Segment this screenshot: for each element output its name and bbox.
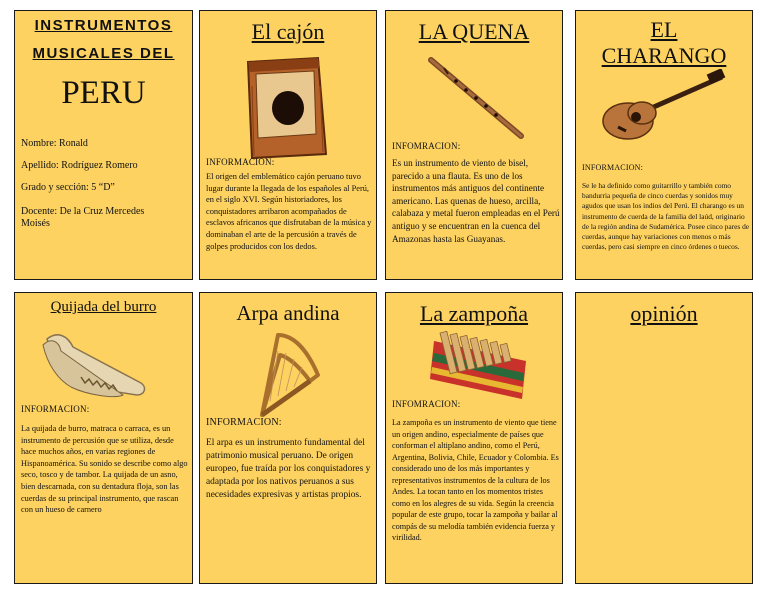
zampona-info-label: INFOMRACION: [392, 399, 461, 409]
charango-image [600, 69, 730, 144]
arpa-info-text: El arpa es un instrumento fundamental del patrimonio musical peruano. De origen europeo, fue traída por los conquistadores y adaptada por los nativos peruanos a sus necesidades expresivas y artistas propios. [206, 438, 371, 500]
quena-image [426, 56, 526, 141]
cajon-info-text: El origen del emblemático cajón peruano tuvo lugar durante la llegada de los españoles al Perú, en el siglo XVI. Según historiadores, los conquistadores arribaron acompañados de esclavos africanos que disfrutaban de la música y dominaban el arte de la percusión a través de golpes producidos con los dedos. [206, 172, 372, 251]
quena-info-text: Es un instrumento de viento de bisel, parecido a una flauta. Es uno de los instrumentos más antiguos del continente americano. Las quenas de hueso, arcilla, calabaza y metal fueron empleadas en el Perú antiguo y se encuentran en la cuenca del Amazonas hasta las Guayanas. [392, 158, 560, 244]
opinion-panel [575, 292, 753, 584]
cajon-panel [199, 10, 377, 280]
charango-info-label: INFORMACION: [582, 163, 644, 172]
quena-info-label: INFOMRACION: [392, 141, 461, 151]
cover-title-line2: MUSICALES DEL [32, 45, 175, 62]
cajon-image [242, 56, 330, 161]
cover-title-line1: INSTRUMENTOS [34, 17, 173, 34]
quena-title: LA QUENA [418, 19, 530, 44]
charango-panel [575, 10, 753, 280]
quena-panel [385, 10, 563, 280]
quijada-title: Quijada del burro [50, 299, 157, 315]
charango-info-text: Se le ha definido como guitarrillo y también como bandurria pequeña de cinco cuerdas y sonidos muy agudos que usan los indios del Perú. El charango es un instrumento de cuerda de la familia del laúd, originario de la región andina de Sudamérica. Posee cinco pares de cuerdas, aunque hay variaciones con menos o más cuerdas, pero casi siempre en cinco órdenes o tuecos. [582, 181, 750, 252]
cajon-title: El cajón [251, 19, 325, 44]
student-surname: Apellido: Rodríguez Romero [21, 160, 138, 171]
arpa-image [248, 331, 328, 421]
cajon-info-label: INFORMACION: [206, 157, 275, 167]
arpa-panel [199, 292, 377, 584]
quijada-panel [14, 292, 193, 584]
arpa-info-label: INFORMACION: [206, 417, 282, 428]
quijada-image [37, 325, 157, 405]
teacher-name-line1: Docente: De la Cruz Mercedes [21, 206, 145, 217]
charango-title-line1: EL [650, 17, 678, 42]
opinion-title: opinión [630, 301, 698, 326]
zampona-panel [385, 292, 563, 584]
cover-country: PERU [61, 75, 146, 111]
quijada-info-text: La quijada de burro, matraca o carraca, es un instrumento de percusión que se utiliza, desde hace muchos años, en varias regiones de Hispanoamérica. Su sonido se describe como algo seco, tosco y de tambor. La quijada de un asno, bien descarnada, con su dentadura floja, son las cuerdas de su principal instrumento, que rascan con un hueso de carnero [21, 424, 188, 515]
student-name: Nombre: Ronald [21, 138, 88, 149]
arpa-title: Arpa andina [236, 301, 340, 325]
charango-title-line2: CHARANGO [601, 43, 727, 68]
student-grade: Grado y sección: 5 “D” [21, 182, 115, 193]
cover-panel [14, 10, 193, 280]
zampona-image [426, 331, 536, 403]
teacher-name-line2: Moisés [21, 218, 50, 229]
zampona-info-text: La zampoña es un instrumento de viento que tiene un origen andino, especialmente de países que conforman el altiplano andino, como el Perú, Argentina, Bolivia, Chile, Ecuador y Colombia. Es considerado uno de los más importantes y representativos instrumentos de la cultura de los Andes. La tocan tanto en los momentos tristes como en los alegres de su vida. Según la creencia popular de este grupo, tocar la zampoña y bailar al compás de su melodía también evidencia fuerza y virilidad. [392, 418, 559, 542]
zampona-title: La zampoña [419, 301, 529, 326]
quijada-info-label: INFORMACION: [21, 404, 90, 414]
